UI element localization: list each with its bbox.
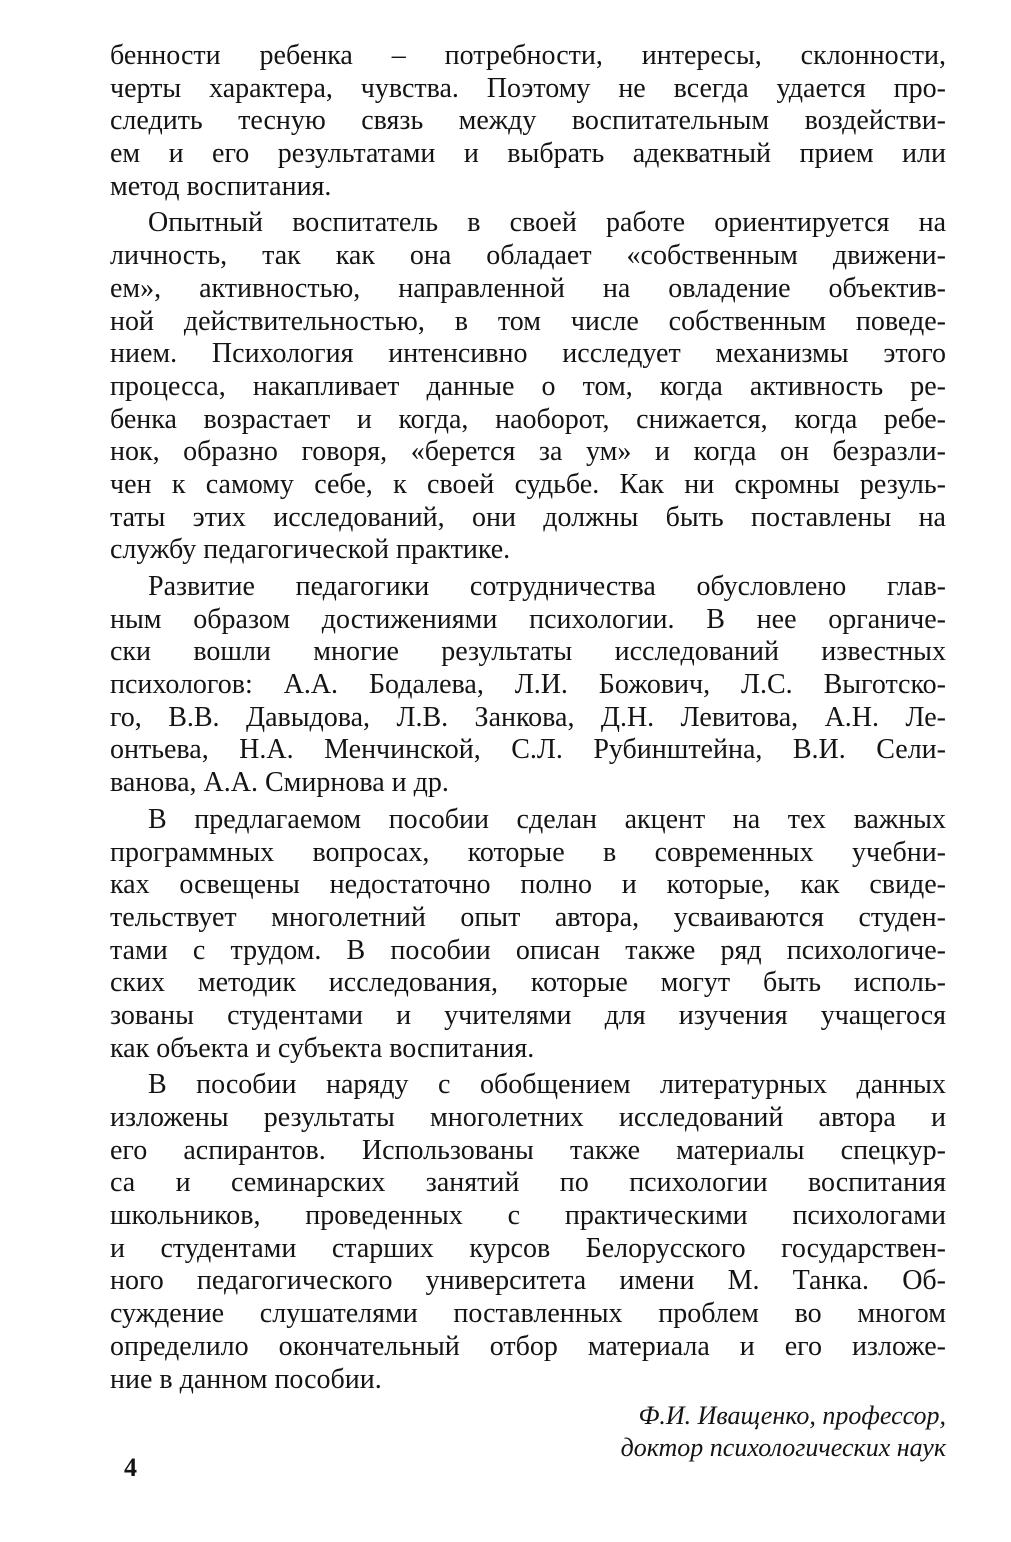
page-number: 4 — [124, 1453, 137, 1482]
text-line: метод воспитания. — [110, 170, 332, 202]
text-line: черты характера, чувства. Поэтому не всегда удается про- — [110, 72, 946, 104]
paragraph — [110, 1069, 946, 1396]
paragraph — [110, 207, 946, 567]
text-line: ках освещены недостаточно полно и которые, как свиде- — [110, 869, 946, 901]
author-signature — [110, 1400, 946, 1464]
text-line: Развитие педагогики сотрудничества обусловлено глав- — [148, 571, 946, 602]
paragraph — [110, 40, 946, 203]
text-line: как объекта и субъекта воспитания. — [110, 1032, 535, 1064]
text-line: ских методик исследования, которые могут быть исполь- — [110, 967, 946, 999]
text-line: определило окончательный отбор материала и его изложе- — [110, 1330, 946, 1362]
text-line: ванова, А.А. Смирнова и др. — [110, 767, 449, 799]
text-line: школьников, проведенных с практическими психологами — [110, 1200, 946, 1232]
text-line: программных вопросах, которые в современных учебни- — [110, 836, 946, 868]
text-line: ным образом достижениями психологии. В нее органиче- — [110, 603, 946, 635]
text-line: службу педагогической практике. — [110, 534, 511, 566]
text-line: ски вошли многие результаты исследований известных — [110, 636, 946, 668]
text-line: са и семинарских занятий по психологии воспитания — [110, 1167, 946, 1199]
text-line: процесса, накапливает данные о том, когда активность ре- — [110, 370, 946, 402]
text-line: ем», активностью, направленной на овладение объектив- — [110, 272, 946, 304]
text-line: ем и его результатами и выбрать адекватный прием или — [110, 138, 946, 170]
text-line: Опытный воспитатель в своей работе ориентируется на — [148, 207, 946, 239]
text-line: суждение слушателями поставленных проблем во многом — [110, 1298, 946, 1330]
page-body — [110, 40, 946, 1464]
text-line: бенности ребенка – потребности, интересы, склонности, — [110, 40, 946, 71]
signature-title-line: доктор психологических наук — [620, 1433, 946, 1463]
text-line: тельствует многолетний опыт автора, усваиваются студен- — [110, 901, 946, 933]
text-line: чен к самому себе, к своей судьбе. Как ни скромны резуль- — [110, 468, 946, 500]
text-line: личность, так как она обладает «собственным движени- — [110, 240, 946, 272]
text-line: ного педагогического университета имени М. Танка. Об- — [110, 1265, 946, 1297]
signature-name-line: Ф.И. Иващенко, профессор, — [638, 1401, 946, 1431]
text-line: таты этих исследований, они должны быть поставлены на — [110, 501, 946, 533]
text-line: ной действительностью, в том числе собственным поведе- — [110, 305, 946, 337]
text-line: изложены результаты многолетних исследований автора и — [110, 1102, 946, 1133]
text-line: ние в данном пособии. — [110, 1363, 382, 1395]
text-line: онтьева, Н.А. Менчинской, С.Л. Рубинштейна, В.И. Сели- — [110, 734, 946, 766]
text-line: В пособии наряду с обобщением литературных данных — [148, 1069, 946, 1101]
text-line: зованы студентами и учителями для изучения учащегося — [110, 999, 946, 1031]
text-line: нием. Психология интенсивно исследует механизмы этого — [110, 338, 946, 370]
text-line: бенка возрастает и когда, наоборот, снижается, когда ребе- — [110, 403, 946, 435]
text-line: психологов: А.А. Бодалева, Л.И. Божович, Л.С. Выготско- — [110, 669, 946, 701]
text-line: тами с трудом. В пособии описан также ряд психологиче- — [110, 934, 946, 966]
text-line: В предлагаемом пособии сделан акцент на тех важных — [148, 803, 946, 835]
text-line: его аспирантов. Использованы также материалы спецкур- — [110, 1134, 946, 1166]
text-line: го, В.В. Давыдова, Л.В. Занкова, Д.Н. Левитова, А.Н. Ле- — [110, 701, 946, 733]
text-body — [110, 40, 946, 1396]
paragraph — [110, 804, 946, 1066]
paragraph — [110, 571, 946, 800]
text-line: и студентами старших курсов Белорусского государствен- — [110, 1232, 946, 1264]
text-line: нок, образно говоря, «берется за ум» и когда он безразли- — [110, 436, 946, 468]
text-line: следить тесную связь между воспитательным воздействи- — [110, 105, 946, 137]
